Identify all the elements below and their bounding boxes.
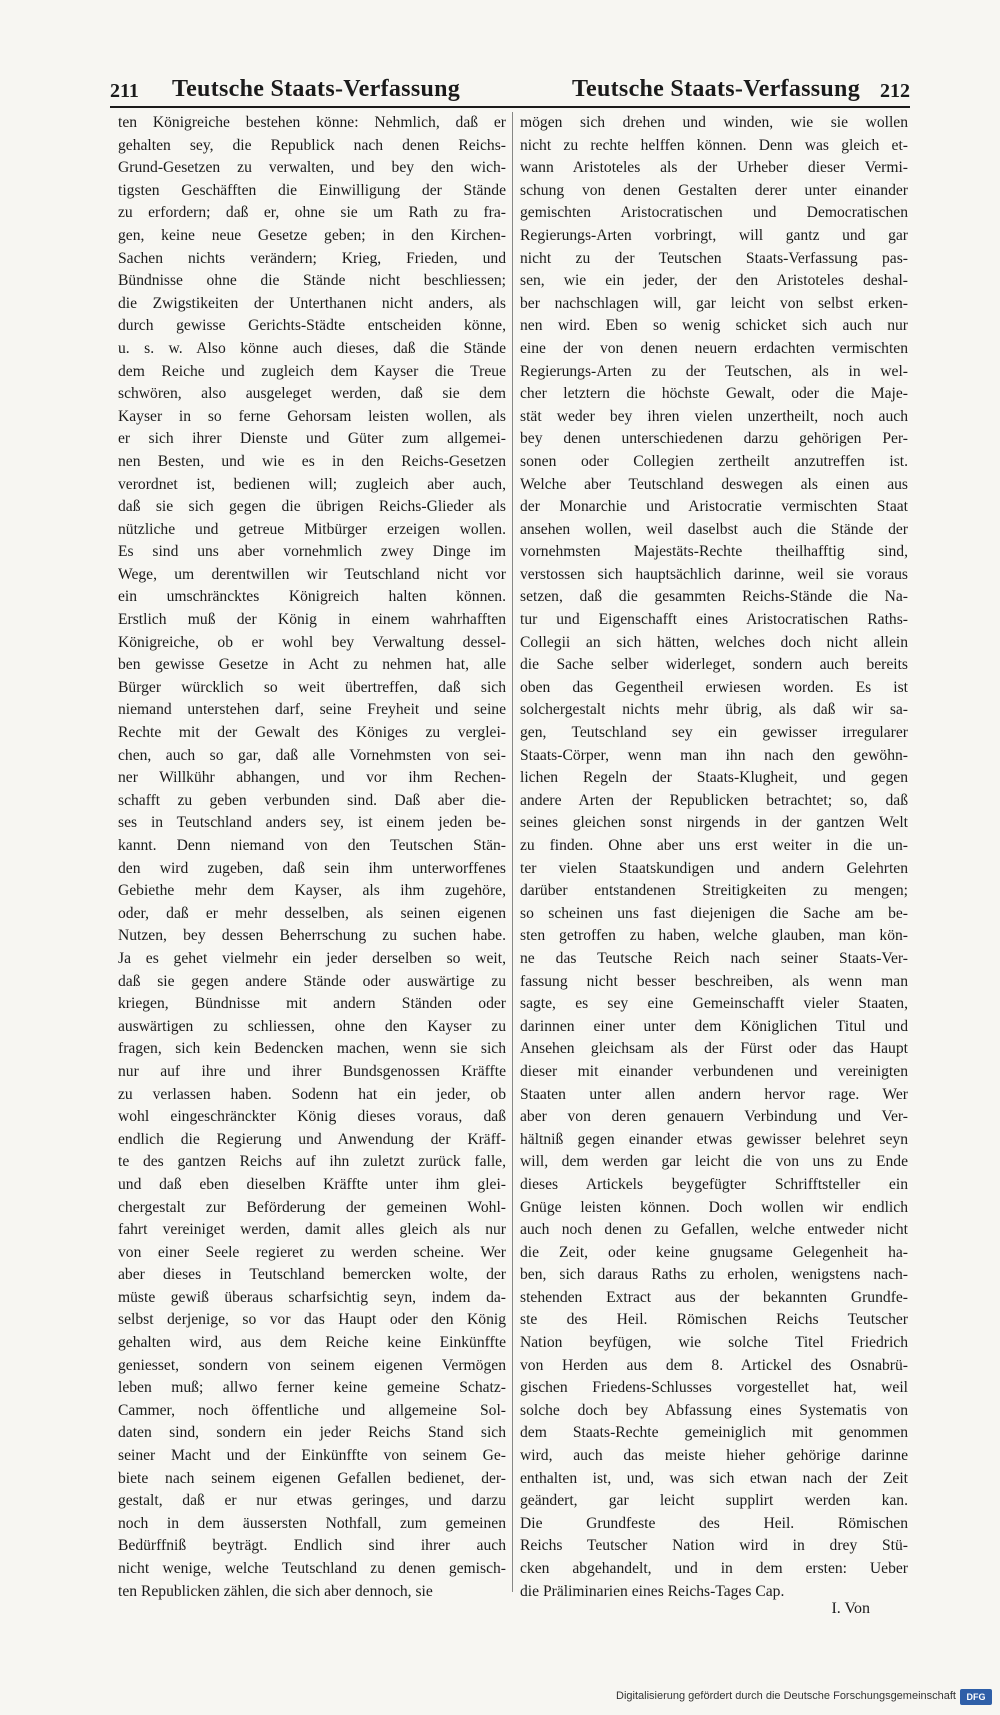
text-line: gen, Teutschland sey ein gewisser irregularer [520,724,908,742]
text-line: dem Reiche und zugleich dem Kayser die Treue [118,362,506,380]
text-line: zu finden. Ohne aber uns erst weiter in die un- [520,837,908,854]
text-line: sen, wie ein jeder, der den Aristoteles deshal- [520,272,908,290]
text-line: stät weder bey ihren vielen unzertheilt, noch auch [520,407,908,425]
text-line: nen wird. Eben so wenig schicket sich auch nur [520,317,908,335]
text-line: Reichs Teutscher Nation wird in drey Stü- [520,1537,908,1555]
text-line: Ja es gehet vielmehr ein jeder derselben so weit, [118,949,506,967]
text-line: gemischten Aristocratischen und Democratischen [520,204,908,222]
text-line: Nation beyfügen, wie solche Titel Friedrich [520,1334,908,1352]
text-line: Bündnisse ohne die Stände nicht beschliessen; [118,272,506,290]
text-line: aber dieses in Teutschland bemercken wolte, der [118,1266,506,1284]
text-line: Grund-Gesetzen zu verwalten, und bey den wich- [118,159,506,177]
text-line: Ansehen gleichsam als der Fürst oder das Haupt [520,1040,908,1058]
text-line: Erstlich muß der König in einem wahrhafften [118,611,506,629]
text-line: solchergestalt nichts mehr übrig, als daß wir sa- [520,701,908,719]
footer-credit-text: Digitalisierung gefördert durch die Deutsche Forschungsgemeinschaft [616,1690,956,1702]
text-line: darinnen einer unter dem Königlichen Titul und [520,1017,908,1035]
text-line: geändert, gar leicht supplirt werden kan. [520,1492,908,1510]
text-line: eine der von denen neuern erdachten vermischten [520,339,908,357]
digitization-footer [0,1687,1000,1709]
text-line: nen Besten, und wie es in den Reichs-Gesetzen [118,452,506,470]
text-line: ber nachschlagen will, gar leicht von selbst erken- [520,294,908,312]
right-page-number: 212 [880,80,910,102]
text-line: Sachen nichts verändern; Krieg, Frieden, und [118,249,506,267]
text-line: Collegii an sich hätten, welches doch nicht allein [520,633,908,651]
text-line: oben das Gegentheil erwiesen worden. Es ist [520,678,908,696]
text-line: Wege, um derentwillen wir Teutschland nicht vor [118,565,506,583]
text-line: gestalt, daß er nur etwas geringes, und darzu [118,1492,506,1510]
text-line: verstossen sich hauptsächlich darinne, weil sie voraus [520,565,908,583]
text-line: leben muß; allwo ferner keine gemeine Schatz- [118,1379,506,1397]
text-line: gen, keine neue Gesetze geben; in den Kirchen- [118,226,506,244]
left-running-title: Teutsche Staats-Verfassung [172,76,461,102]
text-line: Bedürffniß beyträgt. Endlich sind ihrer auch [118,1537,506,1555]
text-line: ben, sich daraus Raths zu erholen, wenigstens nach- [520,1266,908,1284]
text-line: setzen, daß die gesammten Reichs-Stände die Na- [520,588,908,606]
text-line: nicht wenige, welche Teutschland zu denen gemisch- [118,1560,506,1577]
text-line: zu erfordern; daß er, ohne sie um Rath zu fra- [118,204,506,222]
text-line: Nutzen, bey dessen Beherrschung zu suchen habe. [118,927,506,945]
text-line: verordnet ist, bedienen will; zugleich aber auch, [118,475,506,493]
text-line: lichen Regeln der Staats-Klugheit, und gegen [520,769,908,787]
text-line: die Sache selber widerleget, sondern auch bereits [520,656,908,674]
text-line: auswärtigen zu schliessen, ohne den Kayser zu [118,1017,506,1035]
text-line: Regierungs-Arten zu der Teutschen, als in wel- [520,362,908,380]
text-line: schafft zu geben verbunden sind. Daß aber die- [118,791,506,809]
text-line: bey denen unterschiedenen darzu gehörigen Per- [520,430,908,448]
text-line: schwören, also ausgeleget werden, daß sie dem [118,385,506,403]
text-line: Staats-Cörper, wenn man ihn nach den gewöhn- [520,746,908,764]
text-line: dieses Artickels beygefügter Schrifftsteller ein [520,1175,908,1193]
text-line: cken abgehandelt, und in dem ersten: Ueber [520,1560,908,1577]
text-line: hältniß gegen einander etwas gewisser belehret seyn [520,1130,908,1148]
text-line: schung von denen Gestalten derer unter einander [520,181,908,199]
text-line: seines gleichen sonst nirgends in der gantzen Welt [520,814,908,832]
text-line: cher letztern die höchste Gewalt, oder die Maje- [520,385,908,403]
running-header [110,74,910,108]
text-line: den wird zugeben, daß sein ihm unterworffenes [118,859,506,877]
text-line: kriegen, Bündnisse mit andern Ständen oder [118,995,506,1013]
text-line: noch in dem äussersten Nothfall, zum gemeinen [118,1514,506,1532]
text-line: wann Aristoteles als der Urheber dieser Vermi- [520,159,908,177]
text-line: sonen oder Collegien zertheilt anzutreffen ist. [520,452,908,470]
text-line: gehalten sey, die Republick nach denen Reichs- [118,136,506,154]
text-line: die Zeit, oder keine gnugsame Gelegenheit ha- [520,1243,908,1261]
text-line: ne das Teutsche Reich nach seiner Staats-Ver- [520,949,908,967]
right-text-column [520,112,908,1603]
text-line: ter vielen Staatskundigen und andern Gelehrten [520,859,908,877]
text-line: wird, auch das meiste hieher gehörige darinne [520,1447,908,1465]
text-line: daß sie gegen andere Stände oder auswärtige zu [118,972,506,990]
text-line: Bürger würcklich so weit übertreffen, daß sich [118,678,506,696]
text-line: die Zwigstikeiten der Unterthanen nicht anders, als [118,294,506,312]
text-line: wohl eingeschränckter König dieses voraus, daß [118,1108,506,1126]
text-line: dieser mit einander verbundenen und vereinigten [520,1062,908,1080]
text-line: enthalten ist, und, was sich etwan nach der Zeit [520,1469,908,1487]
text-line: Regierungs-Arten vorbringt, will gantz und gar [520,226,908,244]
text-line: endlich die Regierung und Anwendung der Kräff- [118,1130,506,1148]
text-line: so scheinen uns fast diejenigen die Sache am be- [520,904,908,922]
text-line: chen, auch so gar, daß alle Vornehmsten von sei- [118,746,506,764]
text-line: Die Grundfeste des Heil. Römischen [520,1514,908,1532]
text-line: seiner Macht und der Einkünffte von seinem Ge- [118,1447,506,1465]
text-line: zu verlassen haben. Sodenn hat ein jeder, ob [118,1085,506,1103]
text-line: chergestalt zur Beförderung der gemeinen Wohl- [118,1198,506,1216]
text-line: Cammer, noch öffentliche und allgemeine Sol- [118,1401,506,1419]
text-line: gischen Friedens-Schlusses vorgestellet hat, weil [520,1379,908,1397]
column-divider [512,112,513,1592]
text-line: ten Republicken zählen, die sich aber dennoch, sie [118,1582,433,1600]
text-line: darüber entstandenen Streitigkeiten zu mengen; [520,882,908,900]
text-line: nicht zu rechte helffen können. Denn was gleich et- [520,136,908,154]
text-line: ben gewisse Gesetze in Acht zu nehmen hat, alle [118,656,506,674]
text-line: tur und Eigenschafft eines Aristocratischen Raths- [520,611,908,629]
text-line: ses in Teutschland anders sey, ist einem jeden be- [118,814,506,832]
text-line: biete nach seinem eigenen Gefallen bedienet, der- [118,1469,506,1487]
text-line: aber von deren genauern Verbindung und Ver- [520,1108,908,1126]
text-line: ste des Heil. Römischen Reichs Teutscher [520,1311,908,1329]
text-line: daten sind, sondern ein jeder Reichs Stand sich [118,1424,506,1442]
text-line: te des gantzen Reichs auf ihn zuletzt zurück falle, [118,1153,506,1171]
text-line: fragen, sich kein Bedencken machen, wenn sie sich [118,1040,506,1058]
text-line: nützliche und getreue Mitbürger erzeigen wollen. [118,520,506,538]
text-line: Es sind uns aber vornehmlich zwey Dinge im [118,543,506,561]
text-line: sten getroffen zu haben, welche glauben, man kön- [520,927,908,945]
text-line: Gebiethe mehr dem Kayser, als ihm zugehöre, [118,882,506,900]
text-line: selbst derjenige, so vor das Haupt oder den König [118,1311,506,1329]
text-line: Gnüge leisten können. Doch wollen wir endlich [520,1198,908,1216]
text-line: Königreiche, ob er wohl bey Verwaltung dessel- [118,633,506,651]
text-line: tigsten Geschäfften die Einwilligung der Stände [118,181,506,199]
catchword: I. Von [831,1600,870,1617]
text-line: ten Königreiche bestehen könne: Nehmlich, daß er [118,114,506,131]
text-line: ansehen wollen, weil daselbst auch die Stände der [520,520,908,538]
text-line: der Monarchie und Aristocratie vermischten Staat [520,498,908,516]
text-line: fassung nicht besser beschreiben, als wenn man [520,972,908,990]
left-text-column [118,112,506,1603]
text-line: nur auf ihre und ihrer Bundsgenossen Kräffte [118,1062,506,1080]
text-line: niemand unterstehen darf, seine Freyheit und seine [118,701,506,719]
text-line: fahrt vereiniget werden, damit alles gleich als nur [118,1221,506,1239]
text-line: solche doch bey Abfassung eines Systematis von [520,1401,908,1419]
text-line: u. s. w. Also könne auch dieses, daß die Stände [118,339,506,357]
text-line: ein umschräncktes Königreich halten können. [118,588,506,606]
text-line: daß sie sich gegen die übrigen Reichs-Glieder als [118,498,506,516]
left-page-number: 211 [110,80,139,102]
dfg-logo: DFG [960,1689,992,1705]
text-line: gehalten wird, aus dem Reiche keine Einkünffte [118,1334,506,1352]
text-line: von einer Seele regieret zu werden scheine. Wer [118,1243,506,1261]
text-line: er sich ihrer Dienste und Güter zum allgemei- [118,430,506,448]
right-running-title: Teutsche Staats-Verfassung [571,76,860,102]
text-line: sagte, es sey eine Gemeinschafft vieler Staaten, [520,995,908,1013]
text-line: müste gewiß überaus scharfsichtig seyn, indem da- [118,1288,506,1306]
text-line: ner Willkühr abhangen, und vor ihm Rechen- [118,769,506,787]
text-line: Staaten unter allen andern hervor rage. Wer [520,1085,908,1103]
text-line: dem Staats-Rechte gemeiniglich mit genommen [520,1424,908,1442]
text-line: andere Arten der Republicken betrachtet; so, daß [520,791,908,809]
text-line: geniesset, sondern von seinem eigenen Vermögen [118,1356,506,1374]
text-line: und daß eben dieselben Kräffte unter ihm glei- [118,1175,506,1193]
text-line: durch gewisse Gerichts-Städte entscheiden könne, [118,317,506,335]
text-line: von Herden aus dem 8. Artickel des Osnabrü- [520,1356,908,1374]
text-line: will, dem werden gar leicht die von uns zu Ende [520,1153,908,1171]
text-line: nicht zu der Teutschen Staats-Verfassung pas- [520,249,908,267]
text-line: Kayser in so ferne Gehorsam leisten wollen, als [118,407,506,425]
text-line: mögen sich drehen und winden, wie sie wollen [520,114,908,131]
text-line: Welche aber Teutschland deswegen als einen aus [520,475,908,493]
text-line: vornehmsten Majestäts-Rechte theilhafftig sind, [520,543,908,561]
text-line: Rechte mit der Gewalt des Königes zu verglei- [118,724,506,742]
text-line: die Präliminarien eines Reichs-Tages Cap. [520,1582,785,1600]
text-line: kannt. Denn niemand von den Teutschen Stän- [118,837,506,854]
text-line: stehenden Extract aus der bekannten Grundfe- [520,1288,908,1306]
text-line: auch noch denen zu Gefallen, welche entweder nicht [520,1221,908,1239]
text-line: oder, daß er mehr desselben, als seinen eigenen [118,904,506,922]
